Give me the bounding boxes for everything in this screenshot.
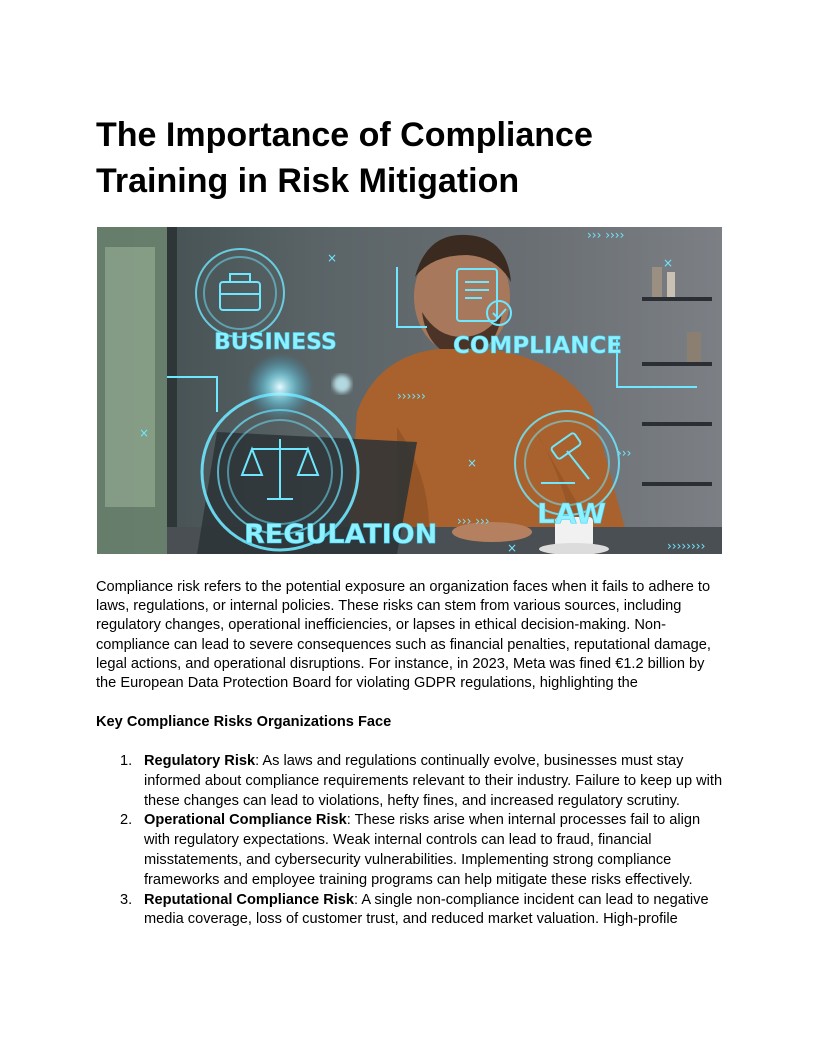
list-item-term: Operational Compliance Risk [144, 812, 347, 829]
svg-text:×: × [467, 456, 478, 470]
list-item [96, 752, 726, 811]
svg-text:››› ›››: ››› ››› [457, 514, 490, 528]
list-item-text: : These risks arise when internal processes fail to align with regulatory expectations. Weak internal controls can lead to fraud, financial misstatements, and cybersecurity vulnerabilities. Implementing strong compliance frameworks and employee training programs can help mitigate these risks effectively. [144, 812, 701, 888]
hero-label-compliance: COMPLIANCE [453, 333, 623, 359]
svg-text:››› ››››: ››› ›››› [587, 228, 625, 242]
hero-label-regulation: REGULATION [244, 519, 438, 550]
svg-text:×: × [139, 426, 150, 440]
list-item [96, 811, 726, 890]
hero-label-business: BUSINESS [214, 330, 337, 355]
svg-text:×: × [663, 256, 674, 270]
list-item-term: Reputational Compliance Risk [144, 891, 355, 908]
page-title: The Importance of Compliance Training in Risk Mitigation [96, 116, 593, 200]
intro-paragraph: Compliance risk refers to the potential exposure an organization faces when it fails to adhere to laws, regulations, or internal policies. These risks can stem from various sources, including regulatory changes, operational inefficiencies, or lapses in ethical decision-making. Non-compliance can lead to severe consequences such as financial penalties, reputational damage, legal actions, and operational disruptions. For instance, in 2023, Meta was fined €1.2 billion by the European Data Protection Board for violating GDPR regulations, highlighting the [96, 579, 711, 692]
list-item-number: 2. [120, 812, 133, 829]
risk-list [96, 752, 726, 930]
svg-text:›››: ››› [617, 446, 632, 460]
svg-text:×: × [327, 251, 338, 265]
hero-image [97, 227, 722, 554]
list-item-number: 3. [120, 891, 133, 908]
hero-label-law: LAW [537, 497, 607, 530]
svg-text:×: × [507, 541, 518, 554]
list-item-number: 1. [120, 753, 133, 769]
list-item-text: : A single non-compliance incident can lead to negative media coverage, loss of customer trust, and reduced market valuation. High-profile [144, 891, 709, 928]
list-item-text: : As laws and regulations continually evolve, businesses must stay informed about compliance requirements relevant to their industry. Failure to keep up with these changes can lead to violations, hefty fines, and increased regulatory scrutiny. [144, 753, 723, 809]
list-item-term: Regulatory Risk [144, 753, 256, 769]
svg-text:››››››››: ›››››››› [667, 539, 706, 553]
section-heading: Key Compliance Risks Organizations Face [96, 714, 392, 730]
svg-text:››››››: ›››››› [397, 389, 426, 403]
list-item [96, 891, 726, 931]
